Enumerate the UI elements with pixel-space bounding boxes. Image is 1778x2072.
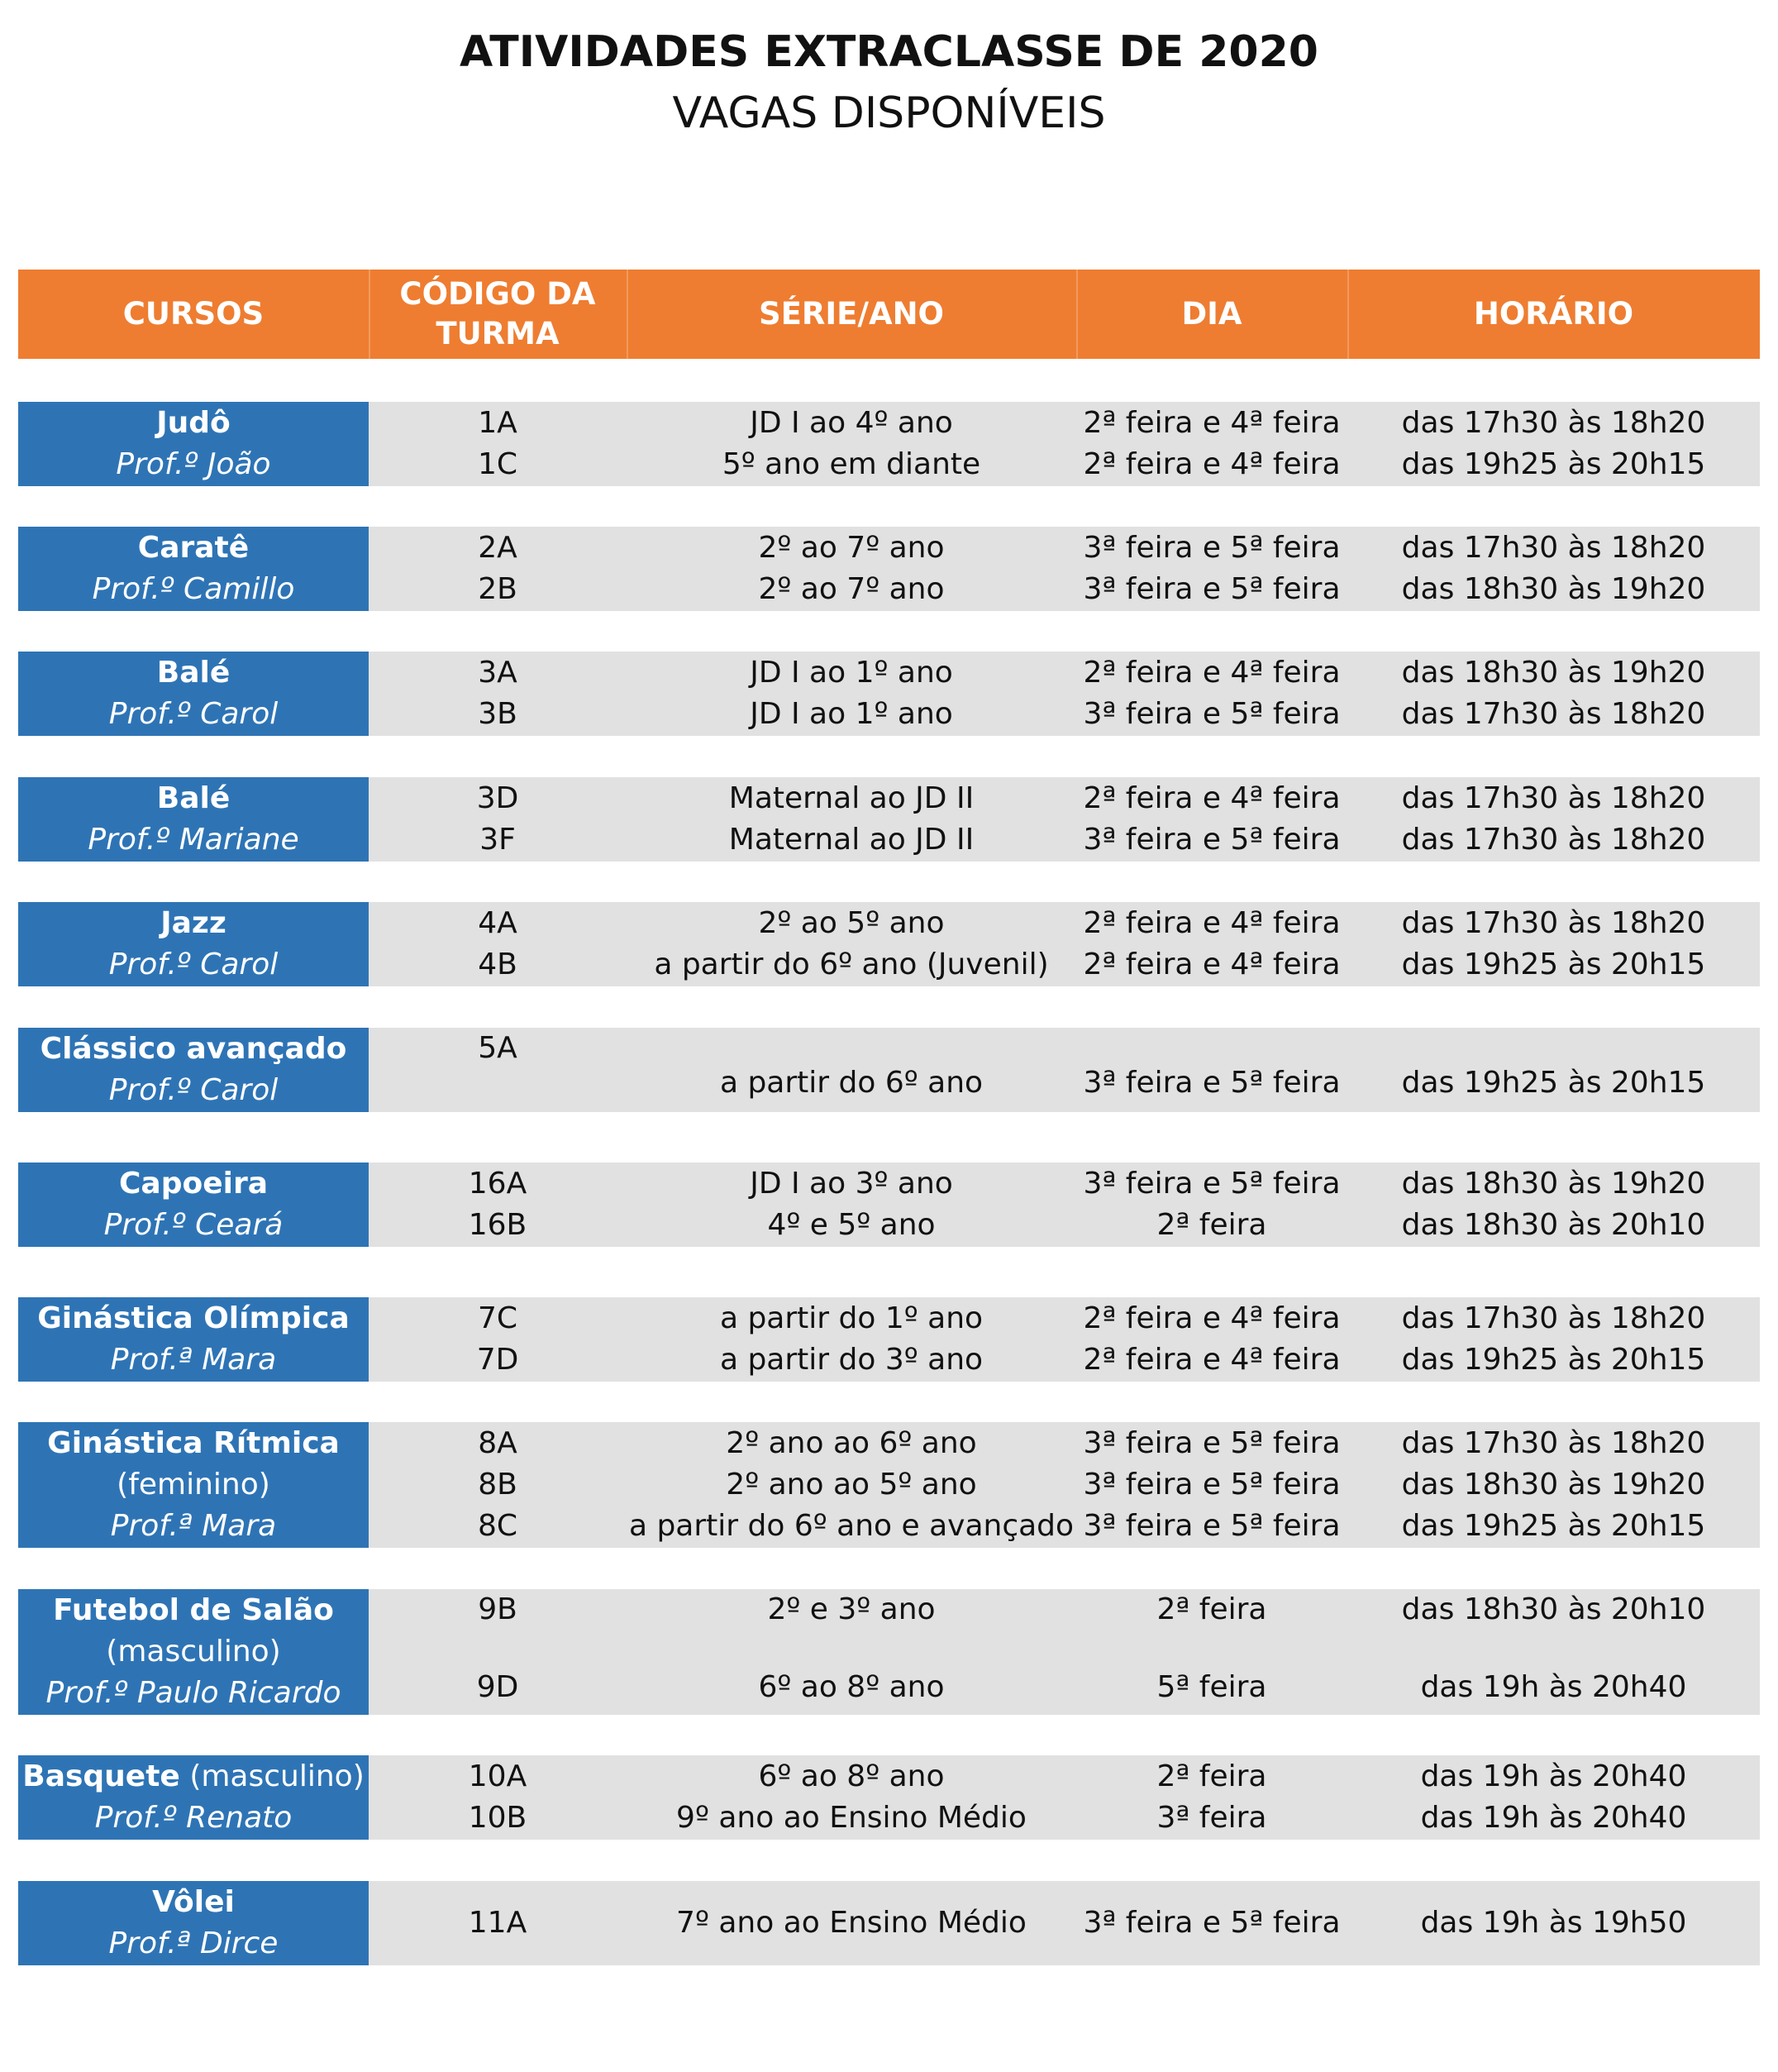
grade-range: Maternal ao JD II [728,781,975,815]
course-block [18,1881,1760,1965]
weekdays: 2ª feira e 4ª feira [1083,656,1341,690]
course-name: Ginástica Olímpica [37,1301,350,1335]
course-cell [18,1881,369,1965]
class-code: 3B [478,697,517,731]
time-range: das 17h30 às 18h20 [1401,697,1706,731]
grade-range-column [627,1755,1076,1840]
course-name-line [119,1163,268,1205]
time-range-column [1347,402,1760,486]
header-codigo: CÓDIGO DA TURMA [399,276,596,351]
grade-range-column [627,1589,1076,1715]
course-extra: (feminino) [117,1468,270,1501]
time-range: das 19h25 às 20h15 [1401,948,1706,981]
weekdays: 3ª feira e 5ª feira [1083,531,1341,565]
course-name: Jazz [160,906,226,940]
time-range: das 17h30 às 18h20 [1401,906,1706,940]
grade-range: a partir do 1º ano [719,1301,984,1335]
grade-range-column [627,902,1076,986]
class-code-column [369,1297,627,1382]
course-name: Vôlei [152,1885,235,1919]
grade-range-column [627,777,1076,862]
course-name: Balé [156,656,231,690]
time-range: das 17h30 às 18h20 [1401,406,1706,440]
grade-range: 4º e 5º ano [767,1208,936,1242]
weekdays-column [1076,1881,1347,1965]
time-range-column [1347,1297,1760,1382]
weekdays: 3ª feira [1156,1801,1267,1835]
course-name-line [41,1029,347,1070]
grade-range: 7º ano ao Ensino Médio [676,1906,1027,1940]
course-teacher: Prof.º Paulo Ricardo [45,1676,341,1710]
course-cell [18,902,369,986]
grade-range-column [627,652,1076,736]
weekdays-column [1076,1163,1347,1247]
course-name: Capoeira [118,1167,269,1201]
time-range: das 18h30 às 19h20 [1401,1468,1706,1501]
table-header [18,270,1760,359]
grade-range-column [627,402,1076,486]
weekdays: 3ª feira e 5ª feira [1083,1066,1341,1100]
class-code: 2B [478,572,517,606]
course-cell [18,1163,369,1247]
class-code-column [369,1755,627,1840]
course-teacher: Prof.º Renato [94,1801,293,1835]
header-serie: SÉRIE/ANO [758,296,945,332]
weekdays: 3ª feira e 5ª feira [1083,1167,1341,1201]
class-code: 10B [468,1801,527,1835]
class-code-column [369,527,627,611]
header-cursos: CURSOS [122,296,265,332]
class-code: 3F [479,823,516,857]
class-code: 9B [478,1592,517,1626]
time-range: das 18h30 às 19h20 [1401,656,1706,690]
class-code-column [369,1422,627,1548]
course-name-line [37,1298,350,1339]
time-range: das 19h25 às 20h15 [1401,1343,1706,1377]
course-teacher: Prof.º Carol [108,1073,279,1107]
weekdays-column [1076,1297,1347,1382]
weekdays: 5ª feira [1156,1670,1267,1704]
course-name-line [138,528,249,569]
time-range: das 19h25 às 20h15 [1401,447,1706,481]
weekdays: 2ª feira [1156,1208,1267,1242]
weekdays-column [1076,527,1347,611]
course-extra: (masculino) [106,1635,281,1669]
grade-range: Maternal ao JD II [728,823,975,857]
weekdays: 2ª feira e 4ª feira [1083,406,1341,440]
class-code: 4A [478,906,517,940]
weekdays: 2ª feira e 4ª feira [1083,447,1341,481]
grade-range: a partir do 6º ano [719,1066,984,1100]
weekdays-column [1076,1755,1347,1840]
course-name: Clássico avançado [40,1032,347,1066]
class-code: 8C [477,1509,518,1543]
time-range: das 19h às 20h40 [1420,1801,1687,1835]
page-title: ATIVIDADES EXTRACLASSE DE 2020 [460,27,1318,77]
grade-range: 2º ano ao 5º ano [726,1468,977,1501]
grade-range: 5º ano em diante [722,447,981,481]
weekdays: 3ª feira e 5ª feira [1083,823,1341,857]
course-cell [18,1755,369,1840]
course-block [18,1297,1760,1382]
class-code: 1A [478,406,517,440]
time-range: das 19h às 20h40 [1420,1759,1687,1793]
course-block [18,652,1760,736]
weekdays: 3ª feira e 5ª feira [1083,1468,1341,1501]
grade-range: 2º ao 7º ano [758,572,945,606]
course-teacher: Prof.ª Mara [110,1509,277,1543]
course-teacher: Prof.º Mariane [88,823,299,857]
weekdays: 3ª feira e 5ª feira [1083,1426,1341,1460]
course-block [18,402,1760,486]
class-code: 2A [478,531,517,565]
course-name-line [47,1423,340,1464]
course-name-line [157,652,231,694]
class-code-column [369,652,627,736]
weekdays: 2ª feira e 4ª feira [1083,1343,1341,1377]
time-range: das 17h30 às 18h20 [1401,1301,1706,1335]
course-block [18,1755,1760,1840]
class-code: 3A [478,656,517,690]
time-range-column [1347,652,1760,736]
grade-range: 2º ano ao 6º ano [726,1426,977,1460]
grade-range: 2º ao 7º ano [758,531,945,565]
time-range: das 17h30 às 18h20 [1401,781,1706,815]
time-range: das 18h30 às 20h10 [1401,1208,1706,1242]
class-code: 16A [468,1167,527,1201]
time-range-column [1347,1422,1760,1548]
course-name-line [152,1882,235,1923]
course-teacher: Prof.º Carol [108,697,279,731]
course-cell [18,1589,369,1715]
grade-range: a partir do 6º ano e avançado [628,1509,1075,1543]
grade-range: 6º ao 8º ano [758,1759,945,1793]
class-code-column [369,1028,627,1112]
time-range-column [1347,1881,1760,1965]
weekdays-column [1076,1422,1347,1548]
grade-range: 2º ao 5º ano [758,906,945,940]
class-code-column [369,402,627,486]
course-block [18,527,1760,611]
course-name: Futebol de Salão [53,1593,334,1627]
course-name-line [53,1590,334,1631]
class-code: 4B [478,948,517,981]
weekdays: 2ª feira e 4ª feira [1083,948,1341,981]
class-code: 3D [476,781,519,815]
weekdays: 3ª feira e 5ª feira [1083,1906,1341,1940]
class-code: 7C [477,1301,518,1335]
course-cell [18,1028,369,1112]
course-name: Judô [156,406,231,440]
course-name-line [160,903,226,944]
course-block [18,1422,1760,1548]
course-block [18,902,1760,986]
course-block [18,1589,1760,1715]
grade-range-column [627,1297,1076,1382]
course-block [18,1163,1760,1247]
grade-range: JD I ao 3º ano [750,1167,953,1201]
grade-range: 6º ao 8º ano [758,1670,945,1704]
grade-range: a partir do 3º ano [719,1343,984,1377]
course-name: Balé [156,781,231,815]
course-cell [18,527,369,611]
course-block [18,1028,1760,1112]
class-code: 8A [478,1426,517,1460]
grade-range-column [627,1881,1076,1965]
grade-range: 2º e 3º ano [767,1592,936,1626]
time-range: das 19h25 às 20h15 [1401,1066,1706,1100]
time-range: das 18h30 às 19h20 [1401,572,1706,606]
weekdays-column [1076,1028,1347,1112]
course-cell [18,1297,369,1382]
grade-range: 9º ano ao Ensino Médio [676,1801,1027,1835]
weekdays: 3ª feira e 5ª feira [1083,572,1341,606]
time-range: das 17h30 às 18h20 [1401,1426,1706,1460]
time-range-column [1347,527,1760,611]
time-range-column [1347,902,1760,986]
time-range: das 18h30 às 19h20 [1401,1167,1706,1201]
weekdays: 2ª feira e 4ª feira [1083,1301,1341,1335]
course-teacher: Prof.º Ceará [103,1208,284,1242]
course-name: Caratê [137,531,250,565]
time-range-column [1347,1163,1760,1247]
time-range: das 17h30 às 18h20 [1401,531,1706,565]
time-range-column [1347,777,1760,862]
grade-range: a partir do 6º ano (Juvenil) [654,948,1049,981]
weekdays-column [1076,1589,1347,1715]
grade-range-column [627,1163,1076,1247]
course-name-line [157,778,231,819]
course-cell [18,777,369,862]
weekdays: 2ª feira e 4ª feira [1083,906,1341,940]
course-extra: (masculino) [189,1759,365,1793]
course-cell [18,652,369,736]
class-code: 11A [468,1906,527,1940]
course-teacher: Prof.º João [116,447,271,481]
class-code: 1C [477,447,518,481]
weekdays: 2ª feira [1156,1592,1267,1626]
course-cell [18,402,369,486]
course-name-line [156,403,231,444]
grade-range: JD I ao 1º ano [750,656,953,690]
time-range-column [1347,1755,1760,1840]
weekdays: 2ª feira e 4ª feira [1083,781,1341,815]
weekdays-column [1076,402,1347,486]
course-name-line [22,1756,365,1797]
course-name: Basquete [22,1759,180,1793]
time-range: das 19h25 às 20h15 [1401,1509,1706,1543]
course-name: Ginástica Rítmica [47,1426,340,1460]
weekdays: 3ª feira e 5ª feira [1083,697,1341,731]
header-horario: HORÁRIO [1473,296,1634,332]
time-range: das 17h30 às 18h20 [1401,823,1706,857]
course-teacher: Prof.º Carol [108,948,279,981]
time-range: das 18h30 às 20h10 [1401,1592,1706,1626]
weekdays-column [1076,777,1347,862]
course-teacher: Prof.º Camillo [92,572,295,606]
class-code-column [369,1589,627,1715]
class-code: 5A [478,1031,517,1065]
grade-range-column [627,1028,1076,1112]
course-cell [18,1422,369,1548]
time-range-column [1347,1028,1760,1112]
grade-range: JD I ao 1º ano [750,697,953,731]
header-dia: DIA [1181,296,1242,332]
weekdays-column [1076,902,1347,986]
class-code: 16B [468,1208,527,1242]
weekdays: 2ª feira [1156,1759,1267,1793]
weekdays: 3ª feira e 5ª feira [1083,1509,1341,1543]
page-subtitle: VAGAS DISPONÍVEIS [672,88,1106,138]
class-code-column [369,777,627,862]
time-range-column [1347,1589,1760,1715]
weekdays-column [1076,652,1347,736]
time-range: das 19h às 19h50 [1420,1906,1687,1940]
class-code: 8B [478,1468,517,1501]
class-code-column [369,1163,627,1247]
course-teacher: Prof.ª Dirce [108,1926,279,1960]
time-range: das 19h às 20h40 [1420,1670,1687,1704]
course-teacher: Prof.ª Mara [110,1343,277,1377]
grade-range-column [627,1422,1076,1548]
class-code: 7D [476,1343,519,1377]
class-code: 10A [468,1759,527,1793]
grade-range: JD I ao 4º ano [750,406,953,440]
course-block [18,777,1760,862]
class-code-column [369,1881,627,1965]
class-code-column [369,902,627,986]
class-code: 9D [476,1670,519,1704]
grade-range-column [627,527,1076,611]
